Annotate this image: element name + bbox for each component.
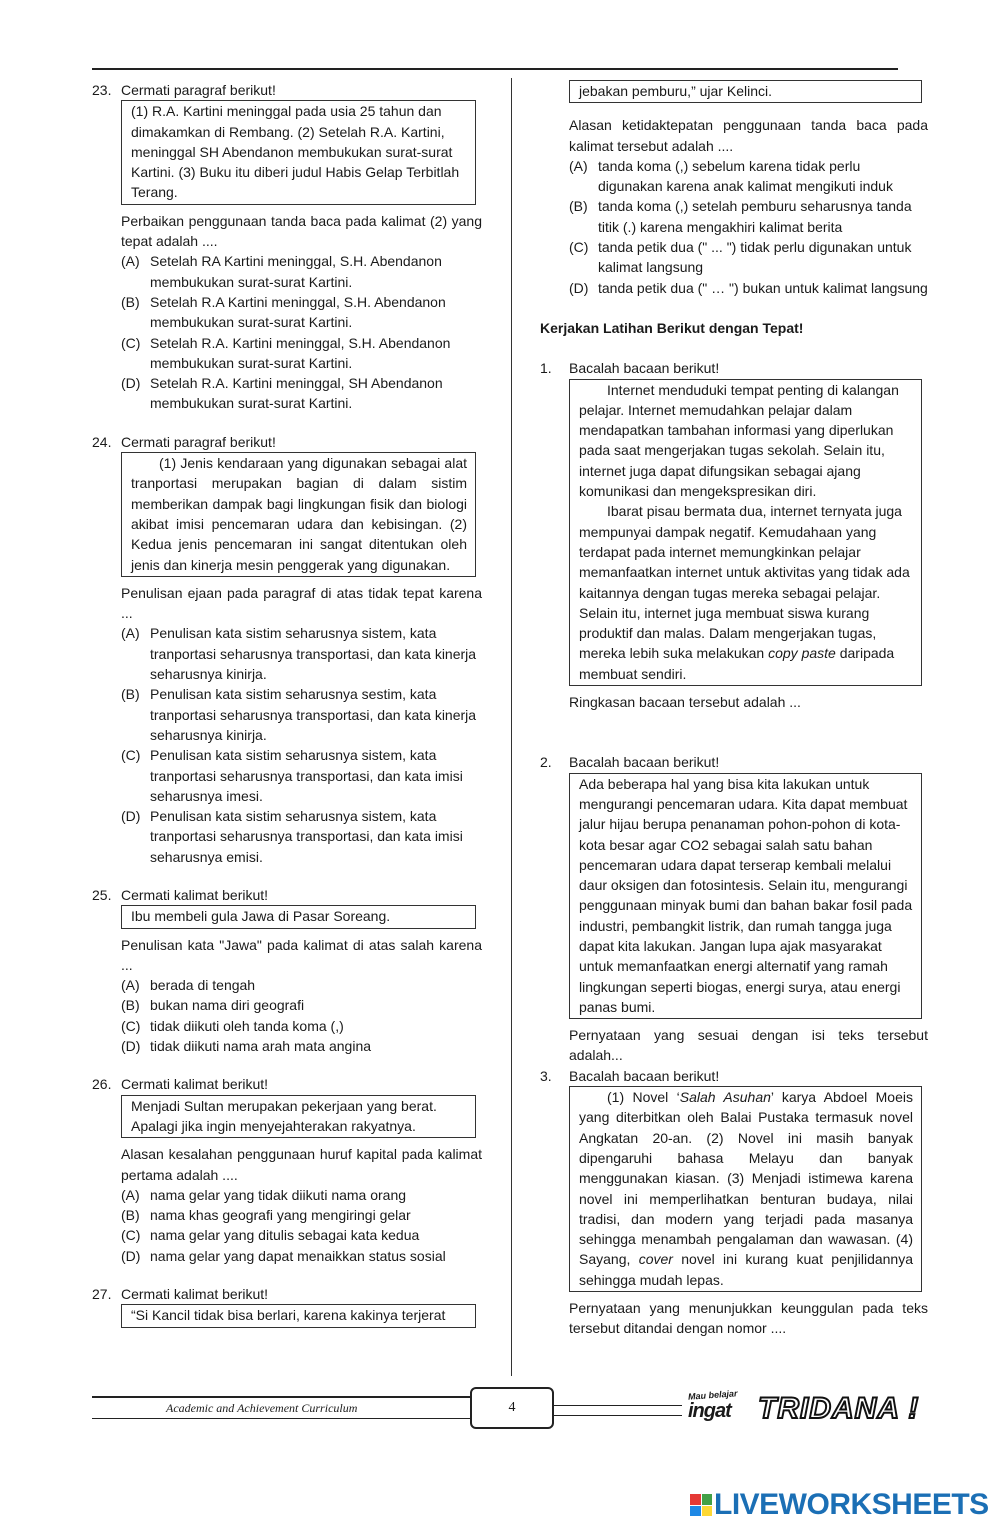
sentence-box: Menjadi Sultan merupakan pekerjaan yang berat. Apalagi jika ingin menyejahterakan rakyatnya. xyxy=(121,1095,476,1139)
passage-box: Ada beberapa hal yang bisa kita lakukan untuk mengurangi pencemaran udara. Kita dapat membuat jalur hijau berupa penanaman pohon-pohon di kota-kota besar agar CO2 sebagai salah satu bahan pencemaran udara dapat terserap kembali melalui daur oksigen dan fotosintesis. Selain itu, mengurangi penggunaan minyak bumi dan bahan bakar fosil pada industri, pembangkit listrik, dan rumah tangga juga dapat kita lakukan. Jangan lupa ajak masyarakat untuk memanfaatkan energi alternatif yang ramah lingkungan seperti biogas, energi surya, atau energi panas bumi. xyxy=(569,773,922,1020)
page-number: 4 xyxy=(470,1387,554,1429)
question-27 xyxy=(92,1284,482,1328)
brand-ingat: ingat xyxy=(688,1400,731,1422)
question-heading: Bacalah bacaan berikut! xyxy=(569,1067,720,1084)
question-prompt: Penulisan kata "Jawa" pada kalimat di atas salah karena ... xyxy=(121,936,482,973)
question-prompt: Pernyataan yang sesuai dengan isi teks tersebut adalah... xyxy=(569,1027,928,1064)
question-heading: Cermati paragraf berikut! xyxy=(121,433,276,450)
question-heading: Bacalah bacaan berikut! xyxy=(569,754,720,771)
option-a[interactable]: (A) Penulisan kata sistim seharusnya sistem, kata tranportasi seharusnya transportasi, dan kata kinerja seharusnya kinirja. xyxy=(121,625,477,683)
top-rule xyxy=(92,68,898,70)
left-column xyxy=(92,80,482,1346)
options-list xyxy=(121,251,482,413)
option-b[interactable]: (B) nama khas geografi yang mengiringi gelar xyxy=(121,1207,411,1224)
question-24 xyxy=(92,432,482,867)
question-prompt: Perbaikan penggunaan tanda baca pada kalimat (2) yang tepat adalah .... xyxy=(121,212,482,250)
question-prompt: Ringkasan bacaan tersebut adalah ... xyxy=(569,694,801,711)
question-prompt: Penulisan ejaan pada paragraf di atas tidak tepat karena ... xyxy=(121,584,482,622)
option-b[interactable]: (B) Setelah R.A Kartini meninggal, S.H. Abendanon membukukan surat-surat Kartini. xyxy=(121,293,446,331)
option-d[interactable]: (D) Penulisan kata sistim seharusnya sistem, kata tranportasi seharusnya transportasi, dan kata imisi seharusnya emisi. xyxy=(121,808,463,865)
option-a[interactable]: (A) nama gelar yang tidak diikuti nama orang xyxy=(121,1186,407,1203)
right-column xyxy=(540,80,928,1357)
brand-name: TRIDANA ! xyxy=(758,1392,920,1425)
question-prompt: Alasan kesalahan penggunaan huruf kapital pada kalimat pertama adalah .... xyxy=(121,1146,482,1183)
option-d[interactable]: (D) Setelah R.A. Kartini meninggal, SH Abendanon membukukan surat-surat Kartini. xyxy=(121,375,443,412)
question-prompt: Alasan ketidaktepatan penggunaan tanda baca pada kalimat tersebut adalah .... xyxy=(569,117,928,154)
curriculum-label: Academic and Achievement Curriculum xyxy=(166,1401,358,1415)
exercise-3 xyxy=(540,1066,928,1339)
question-number: 1. xyxy=(540,360,552,377)
option-a[interactable]: (A) berada di tengah xyxy=(121,977,256,994)
option-d[interactable]: (D) nama gelar yang dapat menaikkan status sosial xyxy=(121,1247,446,1264)
passage-box: (1) R.A. Kartini meninggal pada usia 25 tahun dan dimakamkan di Rembang. (2) Setelah R.A. Kartini, meninggal SH Abendanon membukukan surat-surat Kartini. (3) Buku itu diberi judul Habis Gelap Terbitlah Terang. xyxy=(121,100,476,204)
question-25 xyxy=(92,885,482,1056)
option-b[interactable]: (B) Penulisan kata sistim seharusnya sestim, kata tranportasi seharusnya transportasi, dan kata kinerja seharusnya kinirja. xyxy=(121,686,477,743)
passage-box: (1) Novel ‘Salah Asuhan’ karya Abdoel Moeis yang diterbitkan oleh Balai Pustaka termasuk novel Angkatan 20-an. (2) Novel ini masih banyak dipengaruhi bahasa Melayu dan banyak menggunakan kiasan. (3) Menjadi istimewa karena novel ini memperlihatkan benturan budaya, nilai tradisi, dan modern yang terjadi pada masanya sehingga menambah pengalaman dan wawasan. (4) Sayang, cover novel ini kurang kuat penjilidannya sehingga mudah lepas. xyxy=(569,1086,922,1292)
option-c[interactable]: (C) Setelah R.A. Kartini meninggal, S.H. Abendanon membukukan surat-surat Kartini. xyxy=(121,334,451,371)
options-list xyxy=(121,975,482,1056)
brand-tagline: Mau belajar xyxy=(687,1388,738,1402)
question-number: 23. xyxy=(92,82,112,98)
option-c[interactable]: (C) tanda petik dua (" ... ") tidak perlu digunakan untuk kalimat langsung xyxy=(569,239,912,276)
option-b[interactable]: (B) tanda koma (,) setelah pemburu seharusnya tanda titik (.) karena mengakhiri kalimat berita xyxy=(569,198,912,235)
question-heading: Cermati kalimat berikut! xyxy=(121,886,269,903)
passage-box: (1) Jenis kendaraan yang digunakan sebagai alat tranportasi merupakan bagian di dalam sistim memberikan dampak bagi lingkungan fisik dan biologi akibat imisi pencemaran udara dan kebisingan. (2) Kedua jenis pencemaran ini sangat ditentukan oleh jenis dan kinerja mesin penggerak yang digunakan. xyxy=(121,452,476,577)
exercise-2 xyxy=(540,752,928,1065)
question-heading: Cermati paragraf berikut! xyxy=(121,82,276,98)
option-c[interactable]: (C) Penulisan kata sistim seharusnya sistem, kata tranportasi seharusnya transportasi, dan kata imisi seharusnya imesi. xyxy=(121,747,463,804)
option-a[interactable]: (A) tanda koma (,) sebelum karena tidak perlu digunakan karena anak kalimat mengikuti induk xyxy=(569,157,893,195)
footer-rule xyxy=(552,1415,682,1416)
brand-logo xyxy=(688,1390,928,1430)
sentence-box-continued: jebakan pemburu,” ujar Kelinci. xyxy=(569,80,922,103)
option-a[interactable]: (A) Setelah RA Kartini meninggal, S.H. Abendanon membukukan surat-surat Kartini. xyxy=(121,253,442,290)
question-heading: Cermati kalimat berikut! xyxy=(121,1076,269,1093)
footer-rule xyxy=(552,1405,682,1406)
option-d[interactable]: (D) tanda petik dua (" … ") bukan untuk kalimat langsung xyxy=(569,279,928,296)
options-list xyxy=(121,623,482,867)
footer-rule xyxy=(92,1396,472,1398)
question-prompt: Pernyataan yang menunjukkan keunggulan pada teks tersebut ditandai dengan nomor .... xyxy=(569,1300,928,1337)
option-d[interactable]: (D) tidak diikuti nama arah mata angina xyxy=(121,1038,372,1055)
footer-rule xyxy=(92,1418,472,1419)
option-c[interactable]: (C) tidak diikuti oleh tanda koma (,) xyxy=(121,1017,344,1034)
question-26 xyxy=(92,1074,482,1266)
question-heading: Bacalah bacaan berikut! xyxy=(569,360,720,377)
liveworksheets-logo-icon xyxy=(690,1494,712,1516)
question-23 xyxy=(92,80,482,414)
sentence-box: Ibu membeli gula Jawa di Pasar Soreang. xyxy=(121,905,476,928)
options-list xyxy=(121,1185,482,1266)
passage-box: Internet menduduki tempat penting di kalangan pelajar. Internet memudahkan pelajar dalam mendapatkan tambahan informasi yang diperlukan pada saat mengerjakan tugas sekolah. Selain itu, internet juga dapat difungsikan sebagai ajang komunikasi dan mengekspresikan diri. Ibarat pisau bermata dua, internet ternyata juga mempunyai dampak negatif. Kemudahaan yang terdapat pada internet memungkinkan pelajar memanfaatkan internet untuk aktivitas yang tidak ada kaitannya dengan tugas mereka sebagai pelajar. Selain itu, internet juga membuat siswa kurang produktif dan malas. Dalam mengerjakan tugas, mereka lebih suka melakukan copy paste daripada membuat sendiri. xyxy=(569,379,922,686)
question-number: 2. xyxy=(540,754,552,771)
question-heading: Cermati kalimat berikut! xyxy=(121,1286,269,1303)
option-b[interactable]: (B) bukan nama diri geografi xyxy=(121,997,305,1014)
question-number: 24. xyxy=(92,433,112,450)
question-number: 26. xyxy=(92,1076,112,1093)
sentence-box: “Si Kancil tidak bisa berlari, karena kakinya terjerat xyxy=(121,1304,476,1327)
question-number: 27. xyxy=(92,1286,112,1303)
liveworksheets-watermark xyxy=(690,1488,989,1522)
column-divider xyxy=(511,78,512,1376)
options-list xyxy=(569,156,928,298)
option-c[interactable]: (C) nama gelar yang ditulis sebagai kata kedua xyxy=(121,1227,420,1244)
exercise-1 xyxy=(540,358,928,712)
section-title: Kerjakan Latihan Berikut dengan Tepat! xyxy=(540,319,804,336)
watermark-text: LIVEWORKSHEETS xyxy=(714,1488,989,1521)
question-number: 3. xyxy=(540,1067,552,1084)
question-number: 25. xyxy=(92,886,112,903)
